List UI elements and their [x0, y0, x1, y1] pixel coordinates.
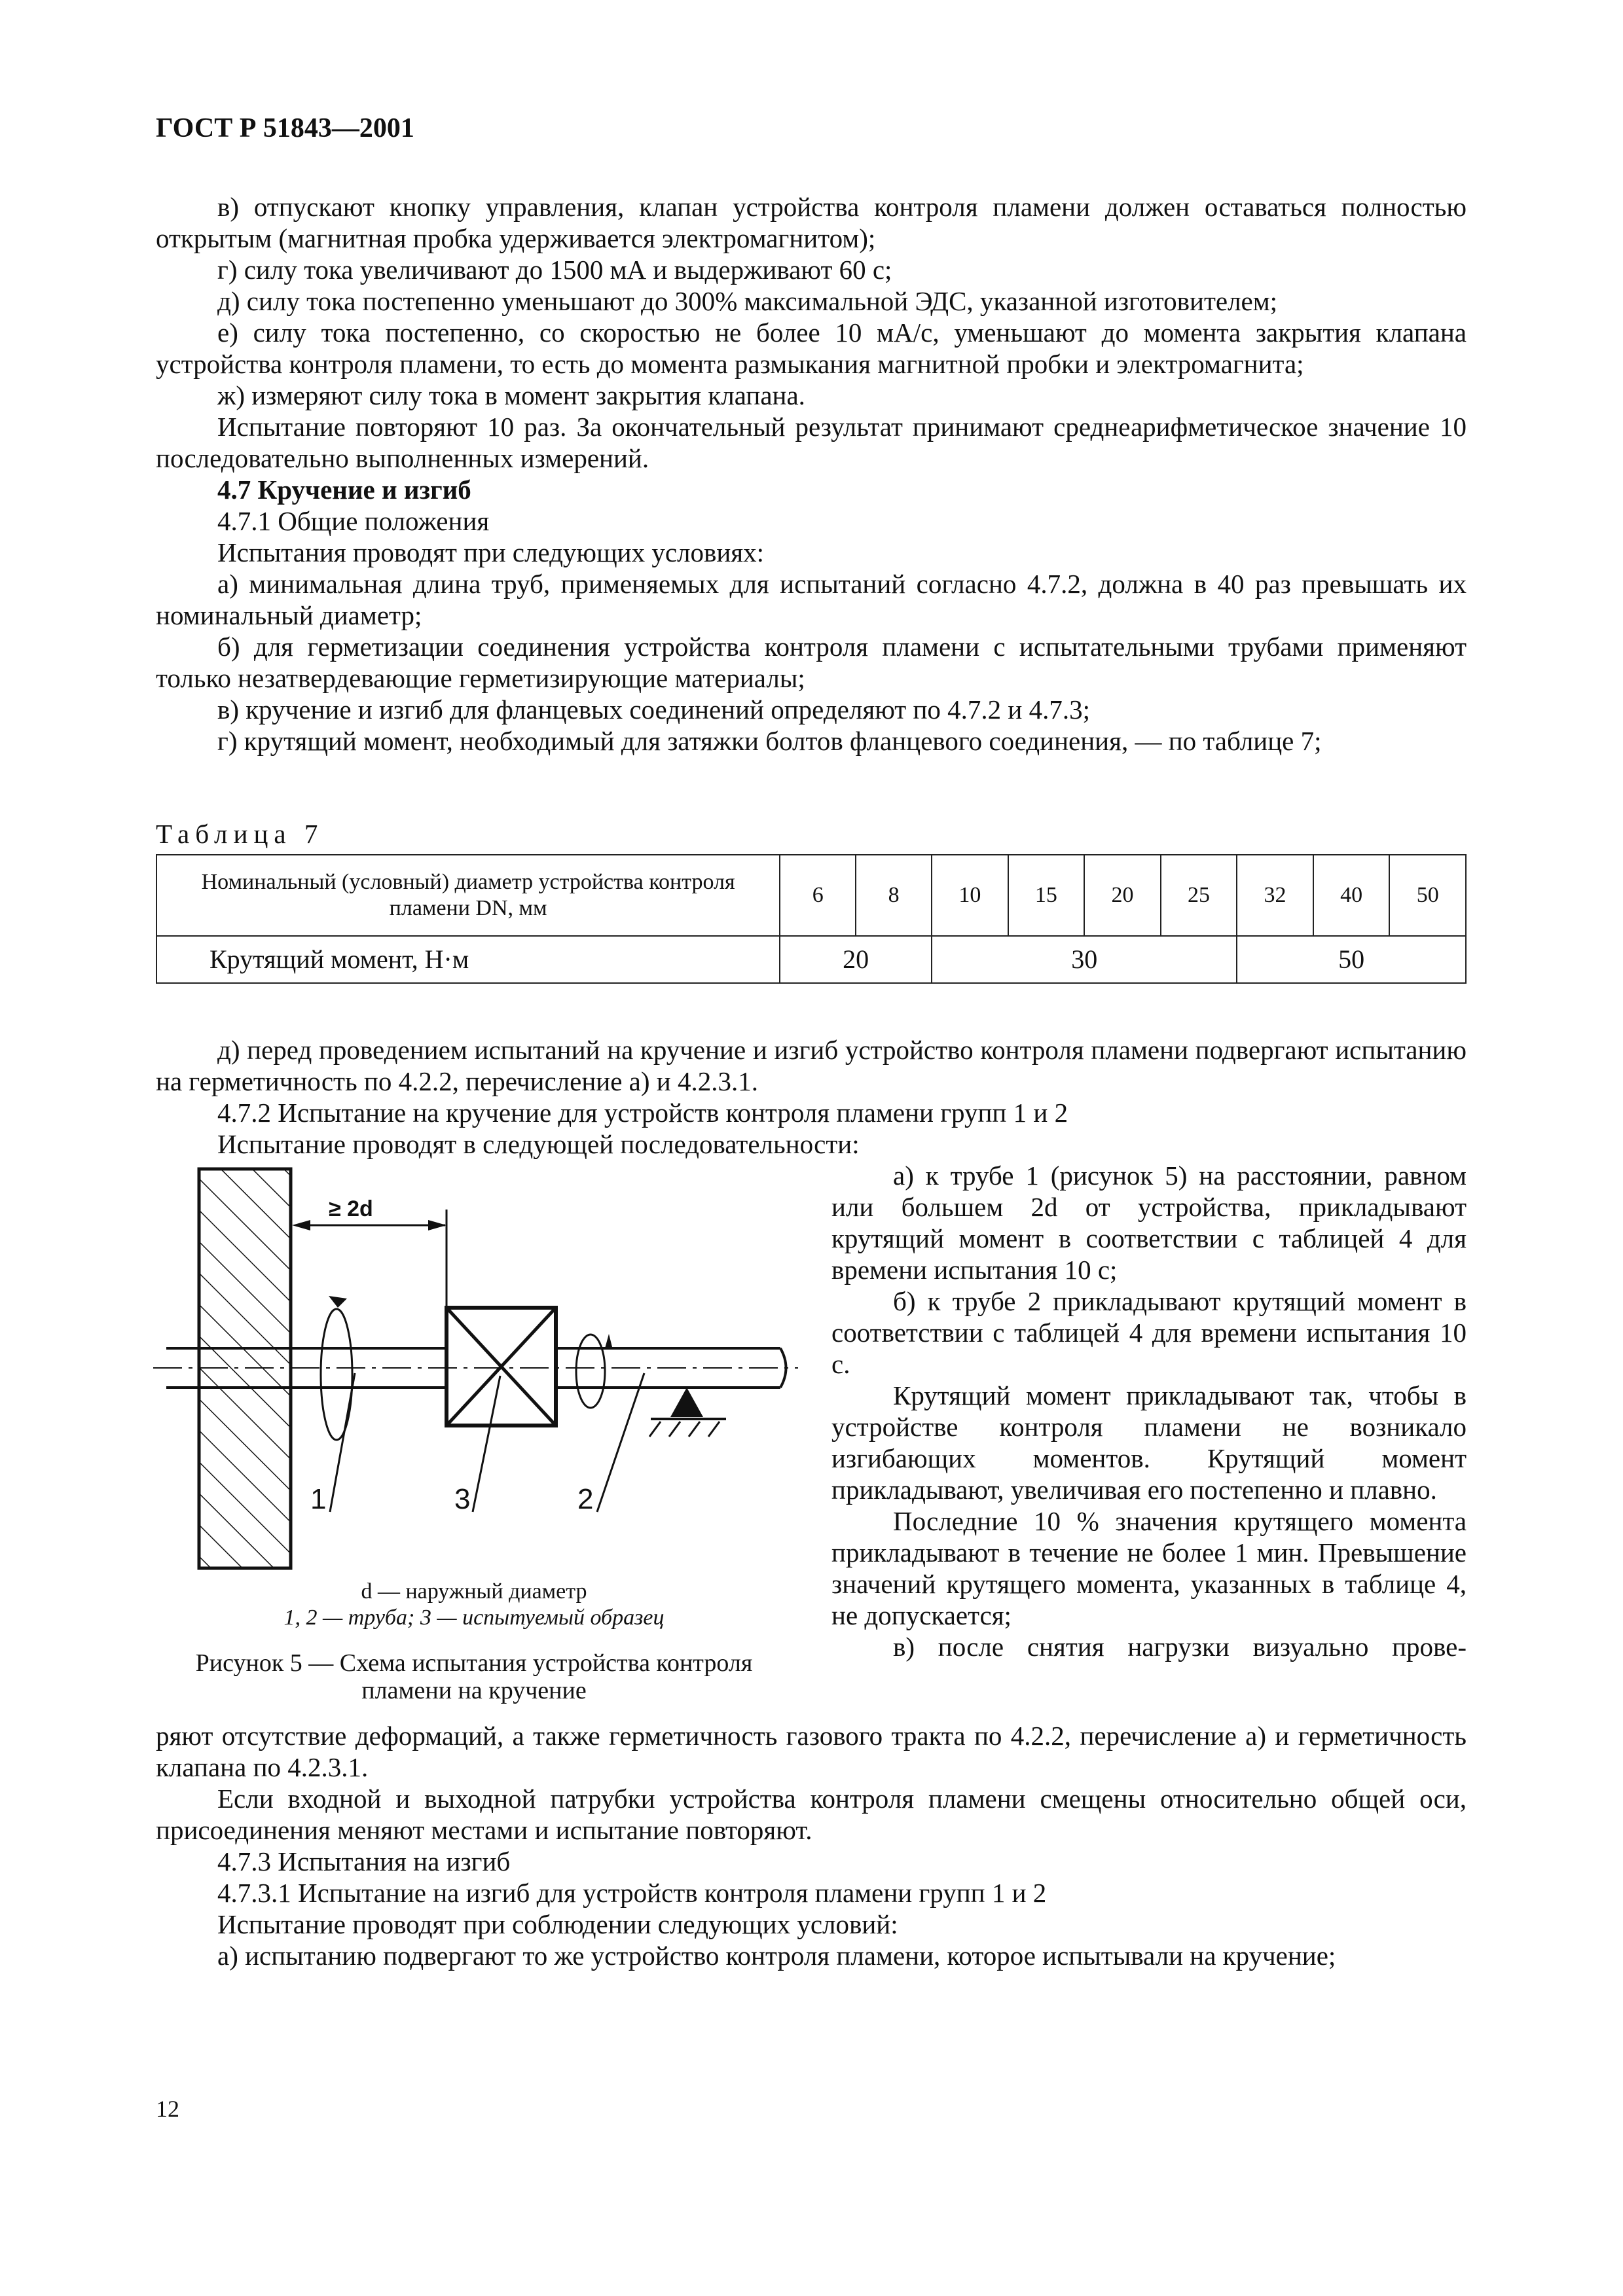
paragraph-d: д) силу тока постепенно уменьшают до 300% максимальной ЭДС, указанной изготовителем;: [217, 286, 1278, 316]
table-7: [156, 854, 1467, 984]
dimension-label: ≥ 2d: [329, 1196, 373, 1221]
paragraph-sequence: Испытание проводят в следующей последовательности:: [217, 1129, 860, 1159]
dimension-2d: [292, 1196, 447, 1308]
paragraph-a: а) минимальная длина труб, применяемых для испытаний согласно 4.7.2, должна в 40 раз превышать их номинальный диаметр;: [156, 569, 1467, 630]
table-cell: 25: [1161, 855, 1237, 936]
paragraph-conditions: Испытания проводят при следующих условиях:: [217, 537, 765, 567]
table-row: [156, 936, 1466, 983]
table-caption: Таблица 7: [156, 819, 324, 849]
table-row: [156, 855, 1466, 936]
section-heading-4-7: 4.7 Кручение и изгиб: [217, 475, 471, 505]
paragraph-repeat: Испытание повторяют 10 раз. За окончательный результат принимают среднеарифметическое значение 10 последовательно выполненных измерений.: [156, 412, 1467, 473]
caption-line-1: Рисунок 5 — Схема испытания устройства контроля: [195, 1649, 753, 1677]
page-number: 12: [156, 2096, 179, 2122]
paragraph-right-torque: Крутящий момент прикладывают так, чтобы в устройстве контроля пламени не возникало изгибающих моментов. Крутящий момент прикладывают, увеличивая его постепенно и плавно.: [831, 1380, 1467, 1505]
paragraph-g: г) силу тока увеличивают до 1500 мА и выдерживают 60 с;: [217, 255, 892, 285]
figure-label-1: 1: [310, 1483, 327, 1515]
paragraph-zh: ж) измеряют силу тока в момент закрытия клапана.: [217, 380, 805, 410]
paragraph-right-v: в) после снятия нагрузки визуально прове-: [893, 1632, 1467, 1662]
test-specimen-valve: [447, 1308, 556, 1426]
table-cell: 50: [1237, 936, 1466, 983]
paragraph-right-last10: Последние 10 % значения крутящего момента прикладывают в течение не более 1 мин. Превышение значений крутящего момента, указанных в таблице 4, не допускается;: [831, 1506, 1467, 1630]
figure-5-diagram: [147, 1158, 801, 1577]
legend-items: 1, 2 — труба; 3 — испытуемый образец: [283, 1605, 665, 1630]
subsection-4-7-3: 4.7.3 Испытания на изгиб: [217, 1846, 511, 1876]
caption-line-2: пламени на кручение: [361, 1677, 587, 1704]
table-cell: 32: [1237, 855, 1313, 936]
table-cell: 8: [856, 855, 932, 936]
table-cell: 6: [780, 855, 856, 936]
table-cell: 20: [1084, 855, 1161, 936]
paragraph-conditions-2: Испытание проводят при соблюдении следующих условий:: [217, 1909, 898, 1939]
table-cell: 10: [932, 855, 1008, 936]
subsection-4-7-3-1: 4.7.3.1 Испытание на изгиб для устройств контроля пламени групп 1 и 2: [217, 1878, 1047, 1908]
subsection-4-7-1: 4.7.1 Общие положения: [217, 506, 490, 536]
document-header: ГОСТ Р 51843—2001: [156, 113, 414, 143]
figure-caption: [147, 1649, 801, 1704]
paragraph-b: б) для герметизации соединения устройства контроля пламени с испытательными трубами применяют только незатвердевающие герметизирующие материалы;: [156, 632, 1467, 693]
roller-support-icon: [649, 1388, 726, 1437]
table-cell: 15: [1008, 855, 1085, 936]
paragraph-v: в) отпускают кнопку управления, клапан устройства контроля пламени должен оставаться полностью открытым (магнитная пробка удерживается электромагнитом);: [156, 192, 1467, 253]
table-cell: 30: [932, 936, 1237, 983]
table-cell: 20: [780, 936, 932, 983]
paragraph-continuation: ряют отсутствие деформаций, а также герметичность газового тракта по 4.2.2, перечисление а) и герметичность клапана по 4.2.3.1.: [156, 1721, 1467, 1782]
table-cell: 50: [1389, 855, 1466, 936]
table-header-cell: Номинальный (условный) диаметр устройства контроля пламени DN, мм: [156, 855, 780, 936]
paragraph-offset: Если входной и выходной патрубки устройства контроля пламени смещены относительно общей оси, присоединения меняют местами и испытание повторяют.: [156, 1784, 1467, 1845]
figure-legend: [147, 1579, 801, 1631]
figure-label-2: 2: [577, 1483, 594, 1515]
paragraph-right-a: а) к трубе 1 (рисунок 5) на расстоянии, равном или большем 2d от устройства, прикладывают крутящий момент в соответствии с таблицей 4 для времени испытания 10 с;: [831, 1160, 1467, 1285]
paragraph-g2: г) крутящий момент, необходимый для затяжки болтов фланцевого соединения, — по таблице 7;: [217, 726, 1322, 756]
text-block-1: [156, 191, 1467, 757]
paragraph-e: е) силу тока постепенно, со скоростью не более 10 мА/с, уменьшают до момента закрытия клапана устройства контроля пламени, то есть до момента размыкания магнитной пробки и электромагнита;: [156, 317, 1467, 379]
paragraph-a2: а) испытанию подвергают то же устройство контроля пламени, которое испытывали на кручение;: [217, 1941, 1336, 1971]
paragraph-v2: в) кручение и изгиб для фланцевых соединений определяют по 4.7.2 и 4.7.3;: [217, 694, 1090, 725]
torque-arrow-right-icon: [576, 1334, 613, 1408]
subsection-4-7-2: 4.7.2 Испытание на кручение для устройств контроля пламени групп 1 и 2: [217, 1098, 1068, 1128]
text-block-3: [156, 1720, 1467, 1971]
paragraph-right-b: б) к трубе 2 прикладывают крутящий момент в соответствии с таблицей 4 для времени испытания 10 с.: [831, 1286, 1467, 1379]
text-block-2: [156, 1034, 1467, 1160]
paragraph-d2: д) перед проведением испытаний на кручение и изгиб устройство контроля пламени подвергают испытанию на герметичность по 4.2.2, перечисление а) и 4.2.3.1.: [156, 1035, 1467, 1096]
table-header-cell: Крутящий момент, Н·м: [156, 936, 780, 983]
right-column-text: [831, 1160, 1467, 1662]
legend-diameter: d — наружный диаметр: [361, 1579, 587, 1604]
figure-label-3: 3: [454, 1483, 471, 1515]
table-cell: 40: [1313, 855, 1390, 936]
